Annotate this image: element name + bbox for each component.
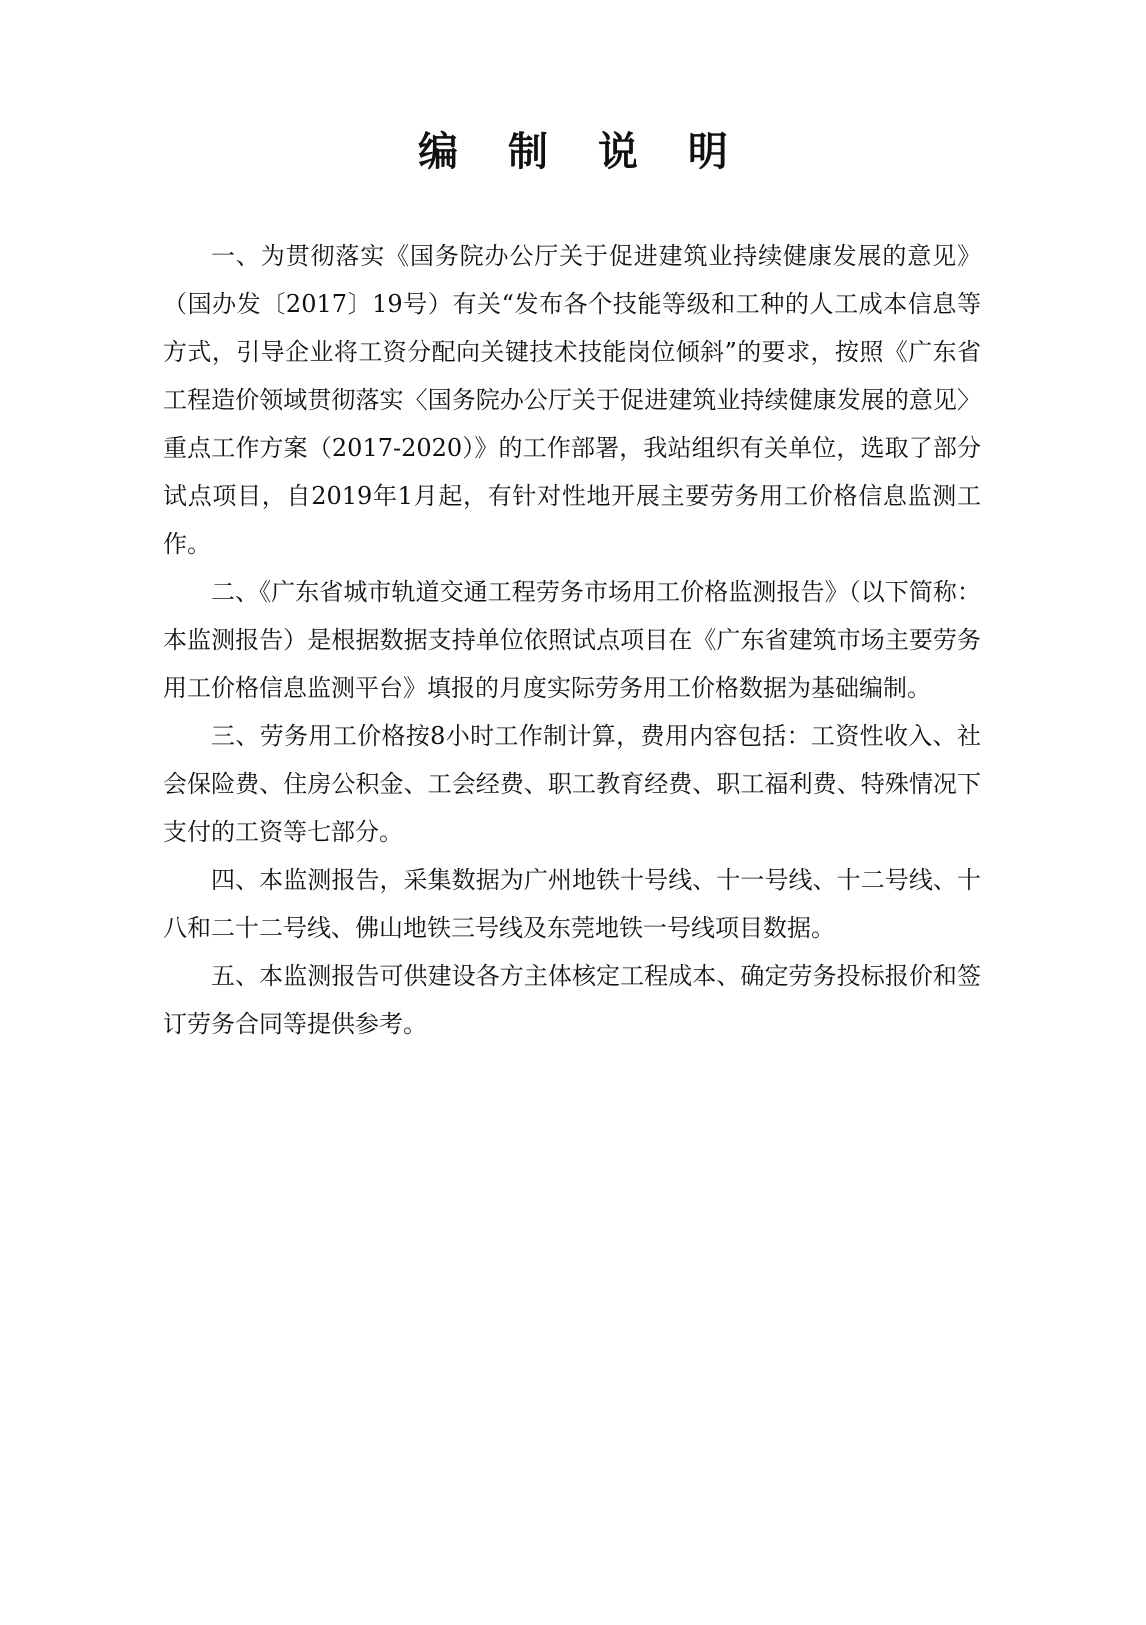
document-body [163,232,981,1048]
paragraph-4: 四、本监测报告，采集数据为广州地铁十号线、十一号线、十二号线、十八和二十二号线、佛山地铁三号线及东莞地铁一号线项目数据。 [163,866,981,942]
paragraph-2: 二、《广东省城市轨道交通工程劳务市场用工价格监测报告》（以下简称：本监测报告）是根据数据支持单位依照试点项目在《广东省建筑市场主要劳务用工价格信息监测平台》填报的月度实际劳务用工价格数据为基础编制。 [163,578,981,702]
paragraph-5: 五、本监测报告可供建设各方主体核定工程成本、确定劳务投标报价和签订劳务合同等提供参考。 [163,962,981,1038]
document-title: 编 制 说 明 [418,129,746,175]
paragraph-3: 三、劳务用工价格按8小时工作制计算，费用内容包括：工资性收入、社会保险费、住房公积金、工会经费、职工教育经费、职工福利费、特殊情况下支付的工资等七部分。 [163,722,981,846]
paragraph-1: 一、为贯彻落实《国务院办公厅关于促进建筑业持续健康发展的意见》（国办发〔2017〕19号）有关“发布各个技能等级和工种的人工成本信息等方式，引导企业将工资分配向关键技术技能岗位倾斜”的要求，按照《广东省工程造价领域贯彻落实〈国务院办公厅关于促进建筑业持续健康发展的意见〉重点工作方案（2017-2020）》的工作部署，我站组织有关单位，选取了部分试点项目，自2019年1月起，有针对性地开展主要劳务用工价格信息监测工作。 [163,242,981,558]
